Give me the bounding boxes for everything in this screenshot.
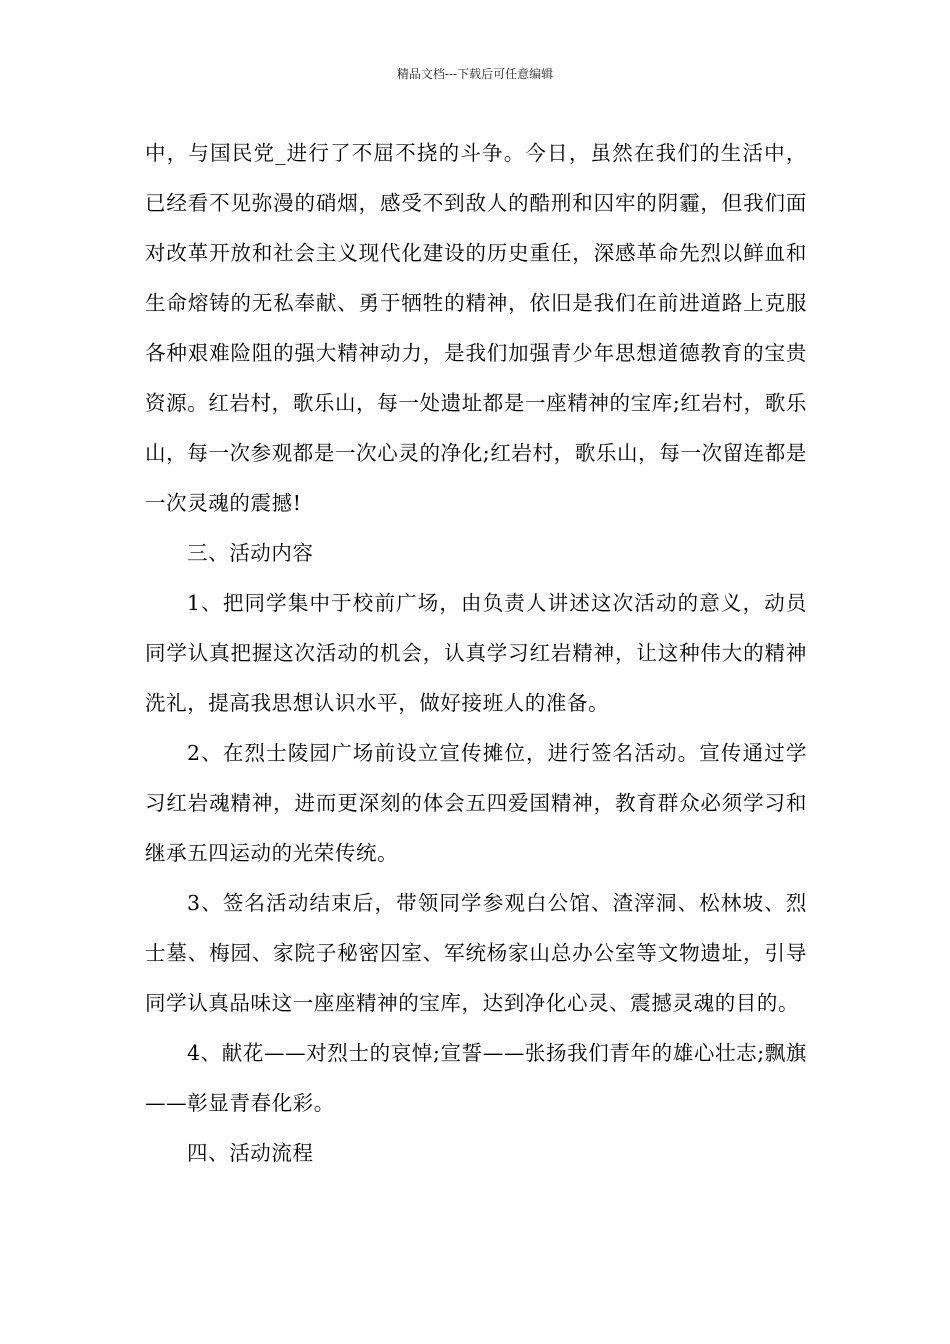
paragraph-item-3: 3、签名活动结束后，带领同学参观白公馆、渣滓洞、松林坡、烈士墓、梅园、家院子秘密囚室、军统杨家山总办公室等文物遗址，引导同学认真品味这一座座精神的宝库，达到净化心灵、震撼灵魂的目的。	[145, 891, 807, 1015]
paragraph-item-1: 1、把同学集中于校前广场，由负责人讲述这次活动的意义，动员同学认真把握这次活动的机会，认真学习红岩精神，让这种伟大的精神洗礼，提高我思想认识水平，做好接班人的准备。	[145, 591, 807, 715]
document-body	[145, 128, 807, 1178]
section-heading-activity-process: 四、活动流程	[187, 1141, 314, 1165]
paragraph-item-2: 2、在烈士陵园广场前设立宣传摊位，进行签名活动。宣传通过学习红岩魂精神，进而更深刻的体会五四爱国精神，教育群众必须学习和继承五四运动的光荣传统。	[145, 741, 807, 865]
page-header: 精品文档---下载后可任意编辑	[396, 67, 554, 81]
section-heading-activity-content: 三、活动内容	[187, 541, 314, 565]
paragraph-item-4: 4、献花——对烈士的哀悼;宣誓——张扬我们青年的雄心壮志;飘旗——彰显青春化彩。	[145, 1041, 807, 1115]
paragraph-continuation: 中，与国民党_进行了不屈不挠的斗争。今日，虽然在我们的生活中，已经看不见弥漫的硝烟，感受不到敌人的酷刑和囚牢的阴霾，但我们面对改革开放和社会主义现代化建设的历史重任，深感革命先烈以鲜血和生命熔铸的无私奉献、勇于牺牲的精神，依旧是我们在前进道路上克服各种艰难险阻的强大精神动力，是我们加强青少年思想道德教育的宝贵资源。红岩村，歌乐山，每一处遗址都是一座精神的宝库;红岩村，歌乐山，每一次参观都是一次心灵的净化;红岩村，歌乐山，每一次留连都是一次灵魂的震撼!	[145, 141, 807, 515]
